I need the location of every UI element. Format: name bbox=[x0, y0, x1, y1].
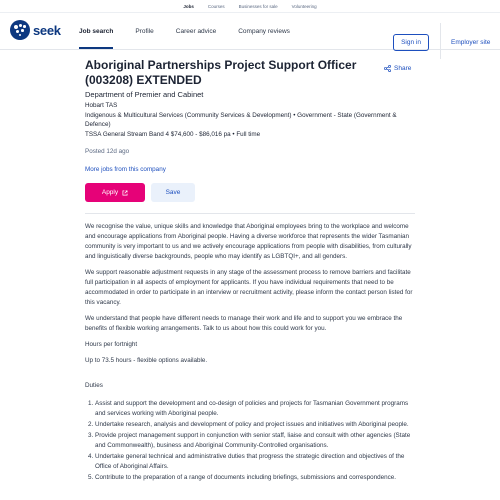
duty-item: 2. Undertake research, analysis and development of policy and project issues and initiatives with Aboriginal people. bbox=[95, 420, 415, 430]
description-paragraph: We support reasonable adjustment requests in any stage of the assessment process to remove barriers and facilitate full participation in all aspects of employment for applicants. If you have individual requirements that need to be accommodated in order to participate in an interview or recruitment activity, please inform the contact person listed for this vacancy. bbox=[85, 269, 413, 306]
advertiser-name[interactable]: Department of Premier and Cabinet bbox=[85, 90, 204, 99]
job-classification[interactable]: Indigenous & Multicultural Services (Community Services & Development) • Government - State (Government & Defence) bbox=[85, 111, 397, 128]
apply-label: Apply bbox=[101, 189, 119, 196]
seek-logo[interactable] bbox=[10, 20, 61, 40]
job-description bbox=[85, 222, 415, 483]
top-utility-bar bbox=[0, 0, 500, 13]
job-details bbox=[85, 58, 415, 484]
save-button[interactable]: Save bbox=[151, 183, 195, 202]
share-label: Share bbox=[394, 65, 412, 72]
description-paragraph: We understand that people have different needs to manage their work and life and to support you we embrace the benefits of flexible working arrangements. Talk to us about how this could work for you. bbox=[85, 315, 403, 332]
section-divider bbox=[85, 213, 415, 214]
apply-button[interactable] bbox=[85, 183, 145, 202]
topbar-link-businesses[interactable]: Businesses for sale bbox=[238, 3, 278, 9]
main-header bbox=[0, 13, 500, 50]
description-paragraph: We recognise the value, unique skills and knowledge that Aboriginal employees bring to the workplace and welcome and encourage applications from Aboriginal people. Having a diverse workforce that represents the wider Tasmanian community is very important to us and we actively encourage applications from people with disabilities, from culturally and linguistically diverse backgrounds, people who may identify as LGBTQI+, and all genders. bbox=[85, 223, 412, 260]
sign-in-button[interactable]: Sign in bbox=[393, 34, 429, 51]
more-jobs-link[interactable]: More jobs from this company bbox=[85, 166, 166, 173]
posted-date: Posted 12d ago bbox=[85, 148, 130, 155]
job-salary-worktype: TSSA General Stream Band 4 $74,600 - $86,016 pa • Full time bbox=[85, 130, 261, 138]
hours-value: Up to 73.5 hours - flexible options available. bbox=[85, 357, 208, 364]
seek-logo-icon bbox=[10, 20, 30, 40]
job-meta bbox=[85, 101, 415, 139]
external-link-icon bbox=[122, 190, 128, 196]
employer-site-link[interactable]: Employer site bbox=[451, 39, 491, 46]
duties-list bbox=[85, 399, 415, 483]
job-title: Aboriginal Partnerships Project Support Officer (003208) EXTENDED bbox=[85, 58, 357, 87]
hours-heading: Hours per fortnight bbox=[85, 341, 138, 348]
main-nav bbox=[79, 13, 312, 49]
topbar-link-volunteering[interactable]: Volunteering bbox=[291, 3, 317, 9]
seek-logo-wordmark: seek bbox=[33, 22, 61, 38]
duty-item: 5. Contribute to the preparation of a range of documents including briefings, submissions and correspondence. bbox=[95, 473, 415, 483]
job-actions bbox=[85, 183, 415, 202]
nav-company-reviews[interactable]: Company reviews bbox=[238, 27, 290, 35]
duty-item: 3. Provide project management support in conjunction with senior staff, liaise and consult with other agencies (State and Commonwealth), business and Aboriginal Community-Controlled organisations. bbox=[95, 431, 415, 451]
header-divider bbox=[440, 23, 441, 59]
topbar-link-courses[interactable]: Courses bbox=[207, 3, 225, 9]
topbar-link-jobs[interactable]: Jobs bbox=[183, 3, 194, 9]
share-button[interactable] bbox=[384, 65, 411, 72]
duty-item: 4. Undertake general technical and administrative duties that progress the strategic direction and objectives of the Office of Aboriginal Affairs. bbox=[95, 452, 415, 472]
nav-profile[interactable]: Profile bbox=[135, 27, 154, 35]
title-row bbox=[85, 58, 415, 87]
job-location[interactable]: Hobart TAS bbox=[85, 102, 118, 109]
nav-career-advice[interactable]: Career advice bbox=[175, 27, 217, 35]
nav-job-search[interactable]: Job search bbox=[79, 13, 113, 49]
duties-heading: Duties bbox=[85, 382, 103, 389]
share-icon bbox=[384, 65, 391, 72]
duty-item: 1. Assist and support the development and co-design of policies and projects for Tasmanian Government programs and services working with Aboriginal people. bbox=[95, 399, 415, 419]
